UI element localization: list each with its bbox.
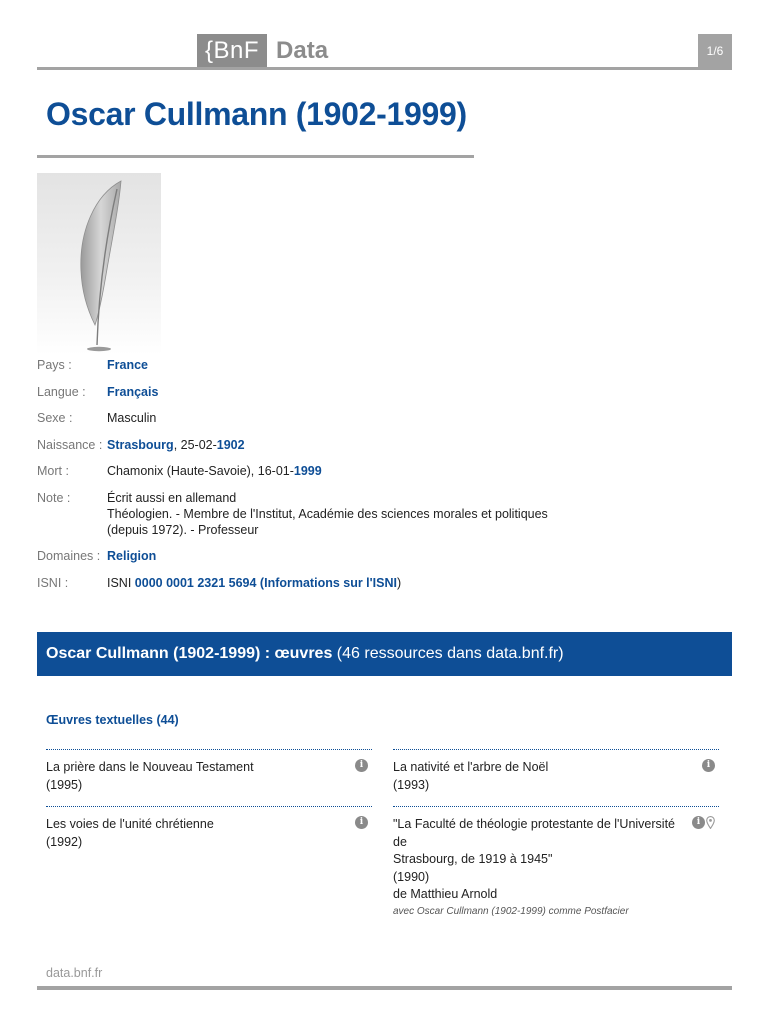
sexe-label: Sexe : xyxy=(37,411,73,425)
author-portrait-placeholder xyxy=(37,173,161,355)
info-row-langue xyxy=(37,384,637,400)
note-label: Note : xyxy=(37,490,71,505)
isni-open-paren: ( xyxy=(256,575,265,590)
info-icon[interactable]: i xyxy=(355,816,368,829)
work-year: (1995) xyxy=(46,777,83,792)
domaines-link[interactable]: Religion xyxy=(107,549,157,563)
isni-number-link[interactable]: 0000 0001 2321 5694 xyxy=(134,575,257,590)
info-row-mort xyxy=(37,463,637,479)
isni-prefix: ISNI xyxy=(107,575,135,590)
mort-text: Chamonix (Haute-Savoie), 16-01- xyxy=(107,464,294,478)
sexe-value: Masculin xyxy=(107,411,157,425)
mort-year-link[interactable]: 1999 xyxy=(293,464,322,478)
page-counter: 1/6 xyxy=(698,34,732,67)
bnf-data-logo[interactable] xyxy=(197,34,328,67)
naissance-year-link[interactable]: 1902 xyxy=(216,437,245,452)
work-item[interactable] xyxy=(393,749,719,806)
mort-value xyxy=(107,463,322,479)
work-title[interactable]: La prière dans le Nouveau Testament xyxy=(46,760,254,774)
info-row-sexe xyxy=(37,410,637,426)
naissance-value xyxy=(107,437,245,453)
note-line: Théologien. - Membre de l'Institut, Académie des sciences morales et politiques xyxy=(107,506,548,521)
note-line: (depuis 1972). - Professeur xyxy=(107,522,259,537)
info-row-note xyxy=(37,490,637,538)
pays-label: Pays : xyxy=(37,358,72,372)
work-item[interactable] xyxy=(46,806,372,863)
langue-link[interactable]: Français xyxy=(107,384,159,399)
work-title[interactable]: La nativité et l'arbre de Noël xyxy=(393,760,549,774)
quill-feather-icon xyxy=(37,173,161,355)
isni-value xyxy=(107,575,401,591)
info-row-domaines xyxy=(37,548,637,564)
work-title[interactable]: Les voies de l'unité chrétienne xyxy=(46,817,214,831)
author-info xyxy=(37,357,637,601)
work-year: (1992) xyxy=(46,834,83,849)
naissance-date: , 25-02- xyxy=(173,437,217,452)
work-title[interactable]: "La Faculté de théologie protestante de l'Université de xyxy=(393,817,675,849)
isni-close-paren: ) xyxy=(396,575,402,590)
work-author: de Matthieu Arnold xyxy=(393,887,498,901)
naissance-label: Naissance : xyxy=(37,437,103,452)
info-icon[interactable]: i xyxy=(355,759,368,772)
work-item[interactable] xyxy=(393,806,719,932)
isni-info-link[interactable]: Informations sur l'ISNI xyxy=(264,575,397,590)
info-row-pays xyxy=(37,357,637,373)
langue-label: Langue : xyxy=(37,384,86,399)
footer-site-name: data.bnf.fr xyxy=(46,966,103,980)
top-bar xyxy=(37,34,732,70)
works-band-count: (46 ressources dans data.bnf.fr) xyxy=(336,645,564,662)
mort-label: Mort : xyxy=(37,464,69,478)
works-column-right xyxy=(393,749,719,932)
footer-divider xyxy=(37,986,732,990)
works-header-band xyxy=(37,632,732,676)
naissance-place-link[interactable]: Strasbourg xyxy=(107,437,174,452)
domaines-label: Domaines : xyxy=(37,549,101,563)
work-year: (1990) xyxy=(393,869,430,884)
logo-data: Data xyxy=(276,36,329,64)
works-column-left xyxy=(46,749,372,863)
title-divider xyxy=(37,155,474,158)
info-row-naissance xyxy=(37,437,637,453)
map-pin-icon[interactable] xyxy=(706,816,715,829)
note-line: Écrit aussi en allemand xyxy=(107,490,237,505)
work-role-note: avec Oscar Cullmann (1902-1999) comme Postfacier xyxy=(393,905,629,917)
info-icon[interactable]: i xyxy=(702,759,715,772)
works-band-title: Oscar Cullmann (1902-1999) : œuvres xyxy=(46,645,333,662)
textual-works-link[interactable]: Œuvres textuelles (44) xyxy=(46,713,179,727)
info-row-isni xyxy=(37,575,637,591)
info-icon[interactable]: i xyxy=(692,816,705,829)
note-value xyxy=(107,490,548,538)
page-title: Oscar Cullmann (1902-1999) xyxy=(46,96,467,132)
pays-link[interactable]: France xyxy=(107,358,148,372)
work-title[interactable]: Strasbourg, de 1919 à 1945" xyxy=(393,852,553,866)
isni-label: ISNI : xyxy=(37,575,69,590)
logo-bnf: {BnF xyxy=(197,34,267,67)
work-year: (1993) xyxy=(393,777,430,792)
work-item[interactable] xyxy=(46,749,372,806)
